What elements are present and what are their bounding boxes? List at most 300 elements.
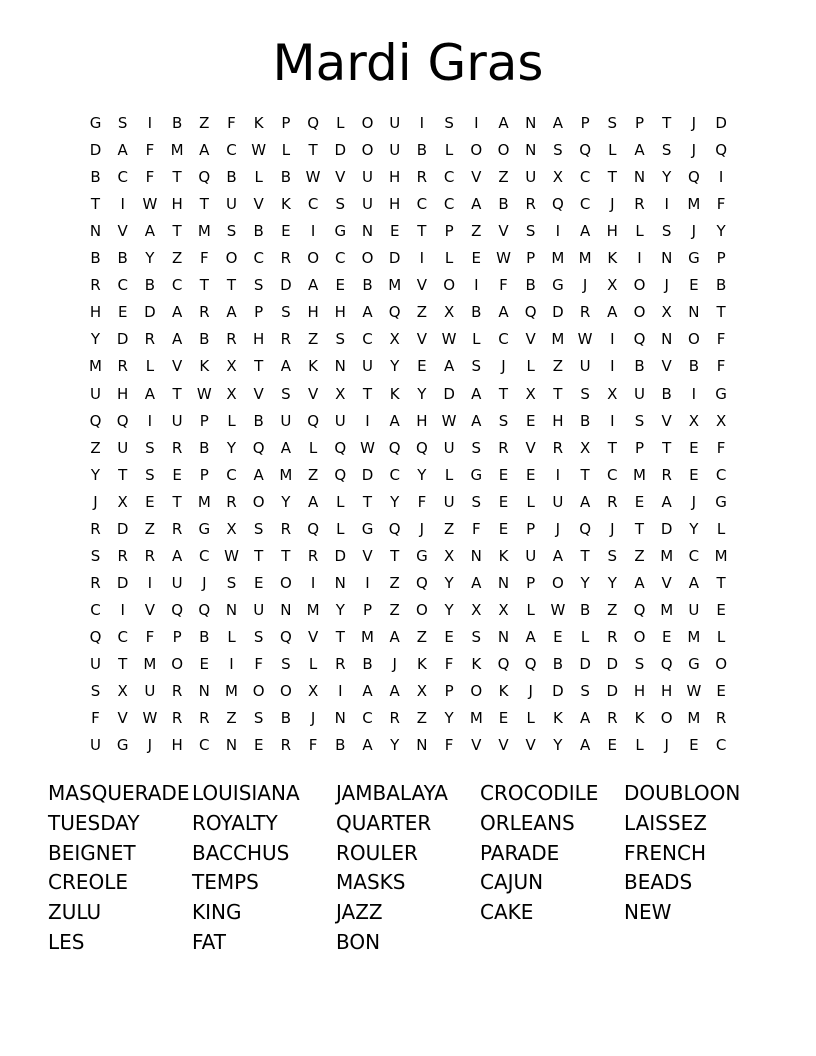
grid-letter: S	[471, 438, 482, 457]
word-list-item: LAISSEZ	[624, 810, 707, 835]
grid-letter: A	[389, 627, 400, 646]
grid-letter: X	[552, 168, 564, 187]
grid-letter: T	[118, 655, 128, 673]
grid-letter: U	[525, 546, 537, 565]
grid-letter: H	[253, 330, 265, 349]
grid-letter: F	[417, 492, 427, 511]
grid-letter: M	[633, 465, 646, 484]
grid-letter: U	[90, 655, 101, 673]
grid-letter: P	[254, 303, 264, 322]
grid-letter: B	[579, 411, 591, 430]
grid-letter: R	[171, 682, 183, 701]
grid-letter: V	[335, 168, 346, 187]
grid-row	[82, 381, 735, 408]
grid-letter: G	[361, 519, 374, 538]
grid-letter: R	[552, 438, 564, 457]
grid-letter: Z	[307, 330, 319, 349]
grid-letter: L	[336, 519, 345, 538]
grid-letter: C	[307, 195, 319, 214]
grid-letter: F	[471, 519, 481, 538]
grid-letter: N	[525, 114, 537, 132]
grid-letter: R	[280, 330, 292, 349]
grid-letter: J	[528, 682, 533, 701]
word-list-item: FAT	[192, 930, 227, 954]
grid-letter: I	[338, 682, 343, 701]
grid-letter: Z	[471, 222, 482, 241]
grid-letter: Q	[579, 519, 591, 538]
grid-letter: L	[308, 655, 318, 673]
grid-letter: C	[335, 249, 346, 268]
grid-letter: T	[308, 141, 318, 160]
grid-letter: G	[198, 519, 211, 538]
grid-letter: H	[171, 736, 183, 755]
grid-letter: R	[579, 303, 591, 322]
grid-letter: X	[416, 682, 428, 701]
grid-letter: B	[199, 330, 210, 349]
grid-letter: P	[172, 627, 182, 646]
grid-letter: H	[117, 384, 129, 403]
word-list-item: JAZZ	[336, 900, 383, 925]
grid-row	[82, 597, 735, 624]
grid-letter: P	[281, 114, 291, 132]
grid-letter: F	[145, 168, 155, 187]
grid-letter: E	[145, 492, 155, 511]
grid-letter: A	[525, 627, 536, 646]
grid-letter: J	[610, 195, 615, 214]
grid-row	[82, 543, 735, 570]
grid-letter: Q	[307, 411, 319, 430]
grid-letter: O	[633, 303, 646, 322]
grid-letter: A	[144, 222, 156, 241]
grid-letter: J	[691, 141, 697, 160]
grid-letter: M	[687, 195, 701, 214]
word-list-item: FRENCH	[624, 840, 707, 865]
grid-letter: T	[580, 546, 590, 565]
grid-letter: D	[116, 519, 129, 538]
grid-letter: Z	[226, 709, 237, 728]
grid-letter: Y	[444, 573, 454, 592]
grid-letter: A	[171, 303, 183, 322]
grid-letter: V	[525, 736, 536, 755]
grid-letter: N	[633, 168, 646, 187]
grid-letter: I	[419, 114, 425, 132]
grid-letter: M	[306, 600, 320, 619]
grid-letter: E	[634, 492, 645, 511]
grid-letter: J	[664, 276, 669, 295]
grid-letter: M	[170, 141, 184, 160]
grid-letter: Q	[415, 573, 428, 592]
grid-letter: A	[471, 384, 482, 403]
word-list-item: KING	[192, 900, 242, 925]
grid-letter: B	[579, 600, 591, 619]
grid-letter: P	[716, 249, 726, 268]
grid-letter: V	[661, 357, 672, 376]
grid-row	[82, 110, 735, 137]
grid-letter: D	[606, 682, 619, 701]
grid-letter: R	[607, 709, 618, 728]
grid-letter: A	[634, 141, 645, 160]
grid-letter: G	[715, 492, 727, 511]
grid-letter: J	[501, 357, 506, 376]
grid-letter: C	[226, 141, 237, 160]
grid-letter: T	[580, 465, 590, 484]
grid-letter: I	[310, 573, 316, 592]
grid-letter: D	[116, 573, 129, 592]
grid-letter: Q	[334, 465, 347, 484]
grid-letter: D	[606, 655, 619, 673]
grid-letter: I	[637, 249, 642, 268]
grid-letter: U	[280, 411, 292, 430]
grid-letter: V	[498, 222, 509, 241]
grid-letter: O	[279, 573, 292, 592]
grid-letter: A	[171, 546, 183, 565]
grid-letter: R	[90, 276, 101, 295]
grid-letter: U	[362, 195, 373, 214]
grid-letter: T	[634, 519, 645, 538]
grid-letter: O	[415, 600, 428, 619]
grid-letter: A	[362, 682, 373, 701]
grid-letter: Z	[443, 519, 455, 538]
grid-letter: E	[661, 627, 672, 646]
grid-letter: Z	[307, 465, 319, 484]
grid-letter: E	[498, 519, 509, 538]
grid-letter: T	[199, 276, 209, 295]
grid-letter: K	[498, 682, 509, 701]
grid-letter: W	[305, 168, 321, 187]
word-list-item: BON	[336, 930, 381, 954]
grid-letter: R	[607, 492, 618, 511]
grid-letter: C	[226, 465, 237, 484]
grid-letter: Z	[144, 519, 156, 538]
grid-letter: E	[444, 627, 454, 646]
grid-letter: U	[362, 168, 373, 187]
grid-letter: G	[470, 465, 483, 484]
grid-letter: T	[390, 546, 400, 565]
grid-letter: P	[580, 114, 590, 132]
grid-letter: M	[469, 709, 483, 728]
grid-row	[82, 245, 735, 272]
grid-letter: X	[226, 357, 237, 376]
grid-letter: Y	[145, 249, 155, 268]
word-list-item: LOUISIANA	[192, 781, 300, 805]
grid-letter: E	[525, 465, 536, 484]
grid-letter: Y	[390, 357, 400, 376]
grid-letter: S	[281, 384, 291, 403]
grid-letter: H	[334, 303, 346, 322]
grid-letter: U	[171, 411, 183, 430]
grid-letter: D	[116, 330, 129, 349]
grid-letter: P	[199, 465, 209, 484]
grid-letter: N	[497, 573, 510, 592]
grid-letter: A	[117, 141, 128, 160]
grid-letter: V	[661, 411, 672, 430]
grid-letter: P	[526, 573, 536, 592]
grid-letter: V	[525, 438, 536, 457]
grid-letter: D	[579, 655, 591, 673]
grid-letter: J	[582, 276, 588, 295]
grid-letter: R	[389, 709, 400, 728]
grid-letter: G	[116, 736, 129, 755]
grid-letter: O	[687, 330, 700, 349]
grid-letter: A	[362, 736, 373, 755]
grid-letter: J	[93, 492, 98, 511]
grid-letter: T	[254, 546, 264, 565]
grid-letter: Y	[226, 438, 237, 457]
grid-letter: A	[498, 303, 509, 322]
grid-letter: F	[145, 627, 155, 646]
grid-letter: X	[688, 411, 700, 430]
grid-letter: E	[417, 357, 427, 376]
grid-letter: G	[334, 222, 347, 241]
grid-letter: D	[715, 114, 727, 132]
grid-letter: S	[607, 114, 618, 132]
grid-letter: S	[145, 438, 155, 457]
grid-letter: O	[660, 709, 673, 728]
grid-letter: T	[226, 276, 237, 295]
grid-letter: Q	[279, 627, 292, 646]
grid-letter: I	[310, 222, 316, 241]
grid-letter: S	[661, 222, 672, 241]
grid-letter: A	[280, 438, 292, 457]
grid-letter: C	[389, 465, 400, 484]
grid-letter: E	[689, 276, 699, 295]
grid-letter: M	[687, 627, 701, 646]
word-list-item: BEADS	[624, 870, 693, 895]
grid-letter: R	[715, 709, 727, 728]
grid-letter: R	[171, 438, 183, 457]
grid-letter: F	[716, 330, 726, 349]
grid-letter: V	[661, 573, 672, 592]
grid-letter: C	[715, 465, 727, 484]
grid-letter: I	[229, 655, 234, 673]
grid-letter: I	[147, 573, 153, 592]
grid-letter: G	[688, 249, 700, 268]
grid-letter: L	[336, 492, 345, 511]
grid-letter: N	[416, 736, 428, 755]
grid-letter: S	[444, 114, 454, 132]
grid-letter: F	[145, 141, 155, 160]
grid-letter: M	[197, 222, 211, 241]
grid-letter: Y	[716, 222, 726, 241]
grid-letter: E	[335, 276, 346, 295]
grid-letter: E	[389, 222, 400, 241]
word-list-item: MASQUERADE	[48, 781, 190, 805]
grid-letter: K	[498, 546, 509, 565]
grid-letter: C	[199, 546, 210, 565]
grid-letter: E	[716, 600, 726, 619]
grid-letter: C	[498, 330, 509, 349]
word-list-item: BACCHUS	[192, 840, 290, 865]
grid-row	[82, 570, 735, 597]
grid-letter: T	[335, 627, 345, 646]
grid-letter: A	[552, 114, 564, 132]
grid-letter: Q	[388, 519, 401, 538]
grid-letter: W	[142, 709, 158, 728]
grid-letter: L	[526, 357, 535, 376]
grid-letter: V	[471, 736, 482, 755]
grid-letter: F	[716, 195, 726, 214]
grid-letter: Q	[687, 168, 700, 187]
grid-letter: K	[253, 114, 264, 132]
grid-letter: F	[716, 357, 726, 376]
grid-letter: S	[281, 655, 291, 673]
grid-letter: T	[254, 357, 264, 376]
grid-letter: R	[171, 519, 183, 538]
grid-row	[82, 299, 735, 326]
word-list-item: LES	[48, 930, 85, 954]
grid-letter: R	[144, 546, 156, 565]
grid-letter: S	[607, 546, 618, 565]
grid-letter: U	[117, 438, 129, 457]
grid-letter: H	[552, 411, 564, 430]
grid-letter: R	[661, 465, 672, 484]
grid-letter: I	[365, 411, 370, 430]
grid-letter: X	[117, 492, 128, 511]
grid-letter: L	[635, 222, 644, 241]
grid-letter: Z	[416, 709, 428, 728]
grid-letter: N	[225, 600, 238, 619]
grid-letter: I	[120, 600, 125, 619]
grid-letter: C	[579, 168, 591, 187]
grid-letter: R	[335, 655, 346, 673]
grid-letter: A	[389, 682, 400, 701]
grid-letter: W	[441, 411, 457, 430]
grid-letter: N	[280, 600, 292, 619]
grid-letter: S	[281, 303, 291, 322]
grid-letter: U	[253, 600, 265, 619]
grid-letter: H	[606, 222, 618, 241]
grid-row	[82, 516, 735, 543]
word-list-item: QUARTER	[336, 810, 432, 835]
grid-letter: C	[607, 465, 618, 484]
grid-letter: B	[634, 357, 645, 376]
word-list-item: DOUBLOON	[624, 781, 741, 805]
grid-letter: G	[552, 276, 564, 295]
grid-letter: Q	[307, 519, 319, 538]
grid-letter: Y	[390, 492, 400, 511]
grid-letter: B	[552, 655, 564, 673]
grid-letter: Q	[524, 655, 537, 673]
grid-row	[82, 678, 735, 705]
grid-letter: R	[226, 330, 237, 349]
grid-letter: D	[552, 303, 564, 322]
grid-letter: C	[715, 736, 727, 755]
grid-letter: A	[443, 357, 455, 376]
grid-letter: U	[443, 492, 455, 511]
grid-letter: T	[172, 222, 182, 241]
grid-letter: O	[551, 573, 564, 592]
grid-letter: L	[608, 141, 617, 160]
grid-letter: O	[443, 276, 455, 295]
word-list-item: CAKE	[480, 900, 534, 925]
grid-letter: D	[334, 141, 347, 160]
grid-letter: D	[388, 249, 401, 268]
grid-letter: F	[499, 276, 508, 295]
grid-letter: S	[525, 222, 536, 241]
grid-letter: R	[199, 709, 210, 728]
grid-letter: E	[281, 222, 291, 241]
grid-letter: N	[334, 573, 346, 592]
grid-letter: N	[361, 222, 374, 241]
grid-letter: R	[416, 168, 428, 187]
grid-letter: V	[362, 546, 373, 565]
grid-letter: R	[117, 357, 128, 376]
grid-letter: P	[526, 249, 536, 268]
grid-letter: P	[444, 682, 454, 701]
grid-letter: W	[360, 438, 375, 457]
grid-letter: E	[199, 655, 210, 673]
grid-letter: C	[443, 168, 455, 187]
grid-letter: S	[253, 519, 264, 538]
grid-letter: M	[578, 249, 592, 268]
grid-letter: V	[117, 222, 128, 241]
grid-letter: M	[551, 330, 565, 349]
grid-letter: S	[553, 141, 563, 160]
grid-letter: L	[580, 627, 590, 646]
grid-letter: H	[633, 682, 646, 701]
grid-letter: Z	[389, 600, 400, 619]
grid-letter: A	[362, 303, 373, 322]
grid-letter: B	[226, 168, 237, 187]
grid-letter: Y	[390, 736, 400, 755]
grid-row	[82, 272, 735, 299]
grid-letter: Q	[633, 330, 646, 349]
grid-letter: T	[118, 465, 128, 484]
grid-letter: O	[279, 682, 292, 701]
grid-letter: K	[607, 249, 618, 268]
grid-letter: H	[661, 682, 673, 701]
grid-letter: P	[444, 222, 454, 241]
grid-letter: Q	[334, 438, 347, 457]
grid-letter: M	[89, 357, 102, 376]
grid-letter: I	[691, 384, 697, 403]
grid-letter: U	[171, 573, 183, 592]
grid-letter: Q	[171, 600, 183, 619]
grid-letter: I	[120, 195, 125, 214]
grid-letter: Y	[553, 736, 563, 755]
grid-letter: B	[199, 627, 210, 646]
grid-letter: P	[199, 411, 209, 430]
grid-letter: F	[199, 249, 209, 268]
grid-letter: B	[416, 141, 428, 160]
grid-row	[82, 353, 735, 380]
grid-letter: R	[280, 736, 292, 755]
grid-letter: E	[498, 709, 509, 728]
grid-letter: V	[307, 384, 319, 403]
grid-letter: U	[90, 736, 101, 755]
grid-letter: C	[362, 709, 373, 728]
grid-letter: X	[117, 682, 128, 701]
word-list-item: PARADE	[480, 840, 560, 865]
grid-letter: N	[497, 627, 510, 646]
grid-letter: U	[579, 357, 591, 376]
grid-letter: M	[388, 276, 402, 295]
grid-row	[82, 705, 735, 732]
grid-letter: R	[117, 546, 128, 565]
grid-letter: B	[144, 276, 156, 295]
grid-letter: R	[280, 519, 292, 538]
grid-letter: L	[472, 330, 481, 349]
grid-letter: U	[688, 600, 700, 619]
grid-letter: N	[525, 141, 537, 160]
grid-letter: M	[714, 546, 728, 565]
grid-letter: V	[144, 600, 156, 619]
grid-letter: T	[662, 114, 672, 132]
word-list-item: ZULU	[48, 900, 102, 925]
grid-letter: B	[471, 303, 482, 322]
grid-letter: R	[525, 195, 536, 214]
grid-letter: L	[526, 492, 535, 511]
